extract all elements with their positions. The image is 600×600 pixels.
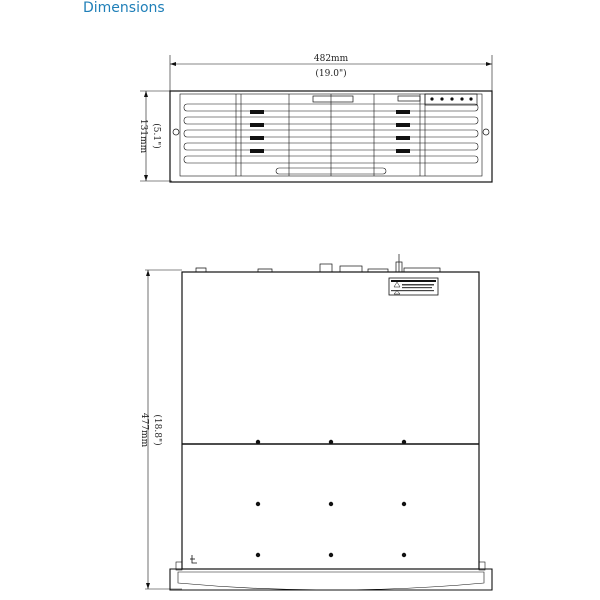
top-view <box>139 254 492 590</box>
height-in-label: (5.1") <box>151 123 161 149</box>
rack-ear-hole-right <box>483 129 489 135</box>
width-in-label: (19.0") <box>315 69 347 79</box>
latch-blocks <box>250 110 410 153</box>
depth-mm-label: 477mm <box>139 412 149 448</box>
page-title: Dimensions <box>83 0 165 16</box>
indicator-leds <box>430 97 472 100</box>
chassis-top-outline <box>182 272 479 569</box>
front-label-plate <box>313 96 353 102</box>
height-mm-label: 131mm <box>138 118 148 154</box>
warning-label <box>389 278 438 295</box>
panel-dividers <box>236 94 425 176</box>
width-mm-label: 482mm <box>313 54 349 64</box>
depth-in-label: (18.8") <box>152 414 162 446</box>
rear-connectors <box>196 254 440 272</box>
rack-ear-hole-left <box>173 129 179 135</box>
cover-screws <box>256 440 406 557</box>
front-view <box>138 54 492 182</box>
